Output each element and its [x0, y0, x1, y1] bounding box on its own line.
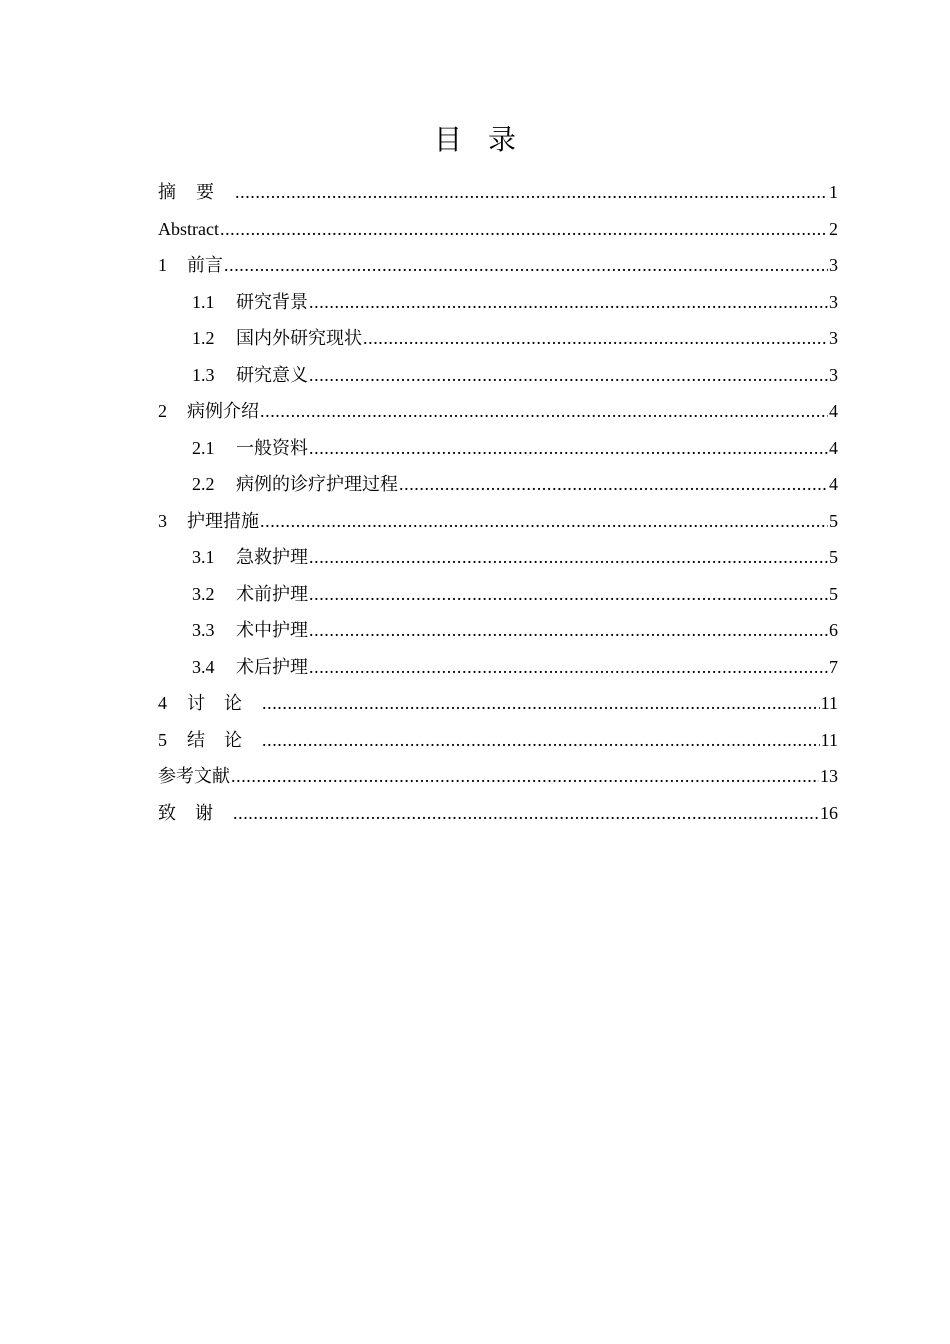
toc-page-number: 3 [829, 328, 838, 348]
toc-entry-label: Abstract [158, 218, 219, 239]
toc-section-number: 3.2 [192, 583, 215, 604]
toc-dot-leader [363, 320, 828, 357]
toc-entry-label: 国内外研究现状 [236, 328, 362, 348]
toc-page-number: 3 [829, 291, 838, 312]
toc-entry-section-2-2[interactable] [158, 466, 838, 503]
toc-entry-abstract-cn[interactable] [158, 174, 838, 211]
toc-dot-leader [309, 576, 828, 613]
toc-page-number: 7 [829, 656, 838, 677]
toc-dot-leader [224, 247, 828, 284]
toc-dot-leader [260, 393, 828, 430]
toc-section-number: 1.1 [192, 291, 215, 312]
toc-section-number: 2.2 [192, 474, 215, 494]
toc-page-number: 6 [829, 620, 838, 640]
toc-entry-label: 前言 [187, 255, 223, 275]
toc-entry-section-2[interactable] [158, 393, 838, 430]
toc-section-number: 4 [158, 693, 167, 713]
toc-entry-label: 护理措施 [187, 510, 259, 531]
toc-entry-label: 一般资料 [236, 437, 308, 458]
toc-dot-leader [309, 284, 828, 321]
toc-entry-label: 术中护理 [236, 620, 308, 640]
toc-entry-section-2-1[interactable] [158, 430, 838, 467]
toc-entry-references[interactable] [158, 758, 838, 795]
toc-dot-leader [262, 722, 820, 759]
toc-entry-label: 病例介绍 [187, 401, 259, 421]
toc-section-number: 1.2 [192, 328, 215, 348]
toc-page-number: 11 [820, 693, 838, 713]
toc-section-number: 3.1 [192, 547, 215, 567]
page-title-char-1: 目 [433, 123, 462, 156]
toc-dot-leader [220, 211, 828, 248]
toc-page-number: 4 [829, 401, 838, 421]
toc-page-number: 1 [829, 182, 838, 202]
toc-entry-label: 研究意义 [236, 364, 308, 385]
toc-dot-leader [235, 174, 828, 211]
toc-entry-acknowledgements[interactable] [158, 795, 838, 832]
toc-page-number: 4 [829, 474, 838, 494]
toc-dot-leader [309, 539, 828, 576]
toc-entry-section-3-1[interactable] [158, 539, 838, 576]
toc-entry-section-1[interactable] [158, 247, 838, 284]
toc-section-number: 1.3 [192, 364, 215, 385]
toc-page-number: 5 [829, 547, 838, 567]
toc-page-number: 13 [820, 766, 838, 786]
toc-entry-label: 讨论 [187, 693, 261, 713]
page-title-char-2: 录 [488, 123, 517, 156]
toc-entry-section-4[interactable] [158, 685, 838, 722]
toc-page-number: 2 [829, 218, 838, 239]
toc-entry-section-1-2[interactable] [158, 320, 838, 357]
toc-page-number: 3 [829, 364, 838, 385]
toc-page-number: 16 [820, 802, 838, 823]
toc-dot-leader [309, 357, 828, 394]
table-of-contents [158, 174, 838, 831]
toc-section-number: 3 [158, 510, 167, 531]
toc-dot-leader [231, 758, 819, 795]
toc-entry-section-1-3[interactable] [158, 357, 838, 394]
toc-entry-section-5[interactable] [158, 722, 838, 759]
toc-entry-section-3-2[interactable] [158, 576, 838, 613]
toc-entry-section-3-3[interactable] [158, 612, 838, 649]
toc-entry-section-1-1[interactable] [158, 284, 838, 321]
toc-section-number: 3.4 [192, 656, 215, 677]
toc-entry-section-3[interactable] [158, 503, 838, 540]
toc-dot-leader [399, 466, 828, 503]
toc-dot-leader [233, 795, 819, 832]
toc-entry-label: 参考文献 [158, 766, 230, 786]
toc-entry-label: 急救护理 [236, 547, 308, 567]
toc-section-number: 3.3 [192, 620, 215, 640]
toc-section-number: 2 [158, 401, 167, 421]
toc-page-number: 4 [829, 437, 838, 458]
toc-section-number: 5 [158, 729, 167, 750]
toc-section-number: 2.1 [192, 437, 215, 458]
toc-dot-leader [262, 685, 820, 722]
toc-page-number: 3 [829, 255, 838, 275]
toc-dot-leader [260, 503, 828, 540]
toc-section-number: 1 [158, 255, 167, 275]
toc-page-number: 11 [820, 729, 838, 750]
toc-entry-label: 结论 [187, 729, 261, 750]
toc-entry-section-3-4[interactable] [158, 649, 838, 686]
toc-dot-leader [309, 612, 828, 649]
toc-page-number: 5 [829, 510, 838, 531]
toc-entry-abstract-en[interactable] [158, 211, 838, 248]
toc-entry-label: 摘要 [158, 182, 234, 202]
page-title [0, 120, 950, 160]
toc-dot-leader [309, 649, 828, 686]
toc-entry-label: 术前护理 [236, 583, 308, 604]
toc-entry-label: 术后护理 [236, 656, 308, 677]
toc-entry-label: 研究背景 [236, 291, 308, 312]
toc-entry-label: 病例的诊疗护理过程 [236, 474, 398, 494]
toc-dot-leader [309, 430, 828, 467]
toc-entry-label: 致谢 [158, 802, 232, 823]
toc-page-number: 5 [829, 583, 838, 604]
